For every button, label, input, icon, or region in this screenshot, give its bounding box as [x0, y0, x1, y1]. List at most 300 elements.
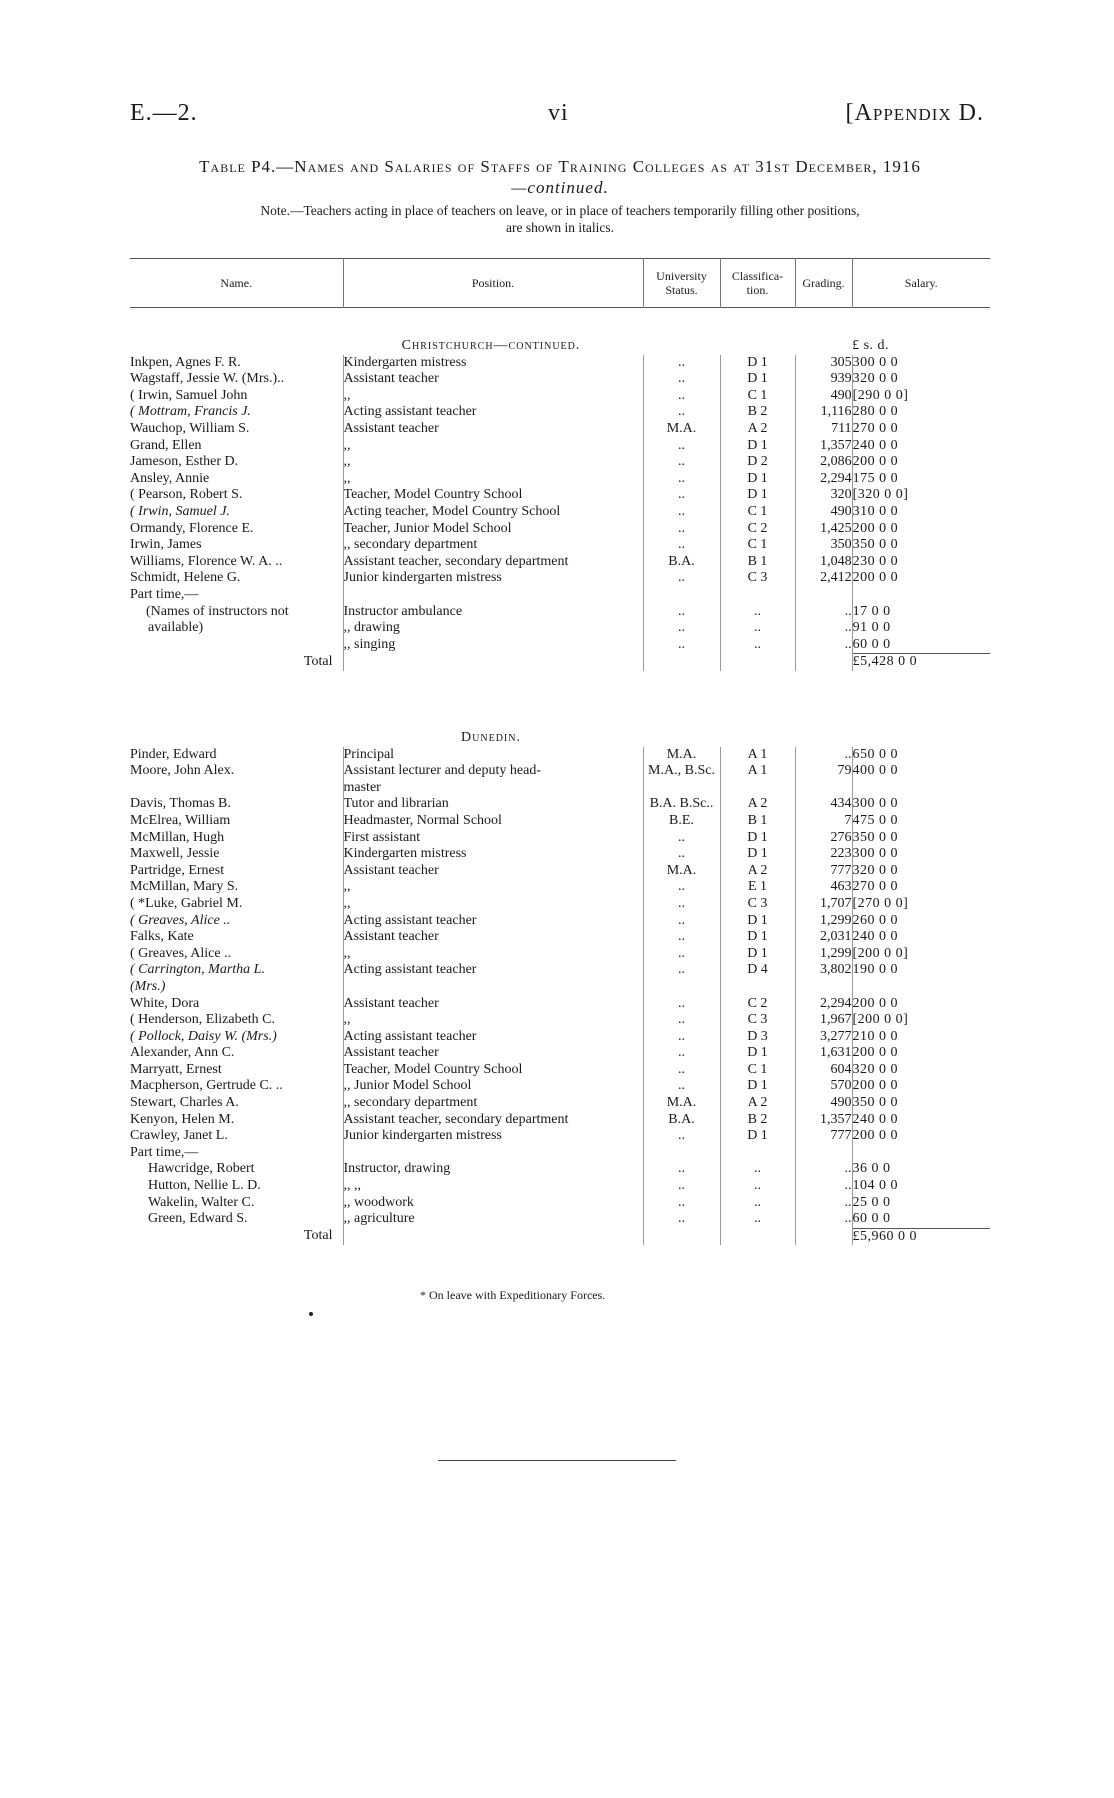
col-header-name: Name. [130, 259, 343, 308]
table-row [130, 1045, 990, 1062]
staff-name: Ormandy, Florence E. [130, 520, 254, 536]
staff-name: Maxwell, Jessie [130, 846, 220, 862]
table-row [130, 570, 990, 587]
staff-university-status: B.E. [643, 813, 720, 830]
staff-university-status: .. [643, 996, 720, 1013]
staff-position: Assistant lecturer and deputy head- [343, 763, 643, 780]
staff-university-status: .. [643, 1128, 720, 1145]
staff-salary: 210 0 0 [852, 1029, 990, 1046]
total-row [130, 1228, 990, 1245]
staff-classification: D 1 [720, 471, 795, 488]
part-time-grading: .. [795, 1178, 852, 1195]
part-time-salary: 60 0 0 [852, 637, 990, 654]
staff-classification: D 1 [720, 438, 795, 455]
part-time-position: ,, woodwork [343, 1195, 643, 1212]
staff-salary: 200 0 0 [852, 570, 990, 587]
table-row [130, 421, 990, 438]
empty-cell [852, 1145, 990, 1162]
empty-cell [643, 587, 720, 604]
staff-university-status: .. [643, 830, 720, 847]
part-time-label: Part time,— [130, 586, 199, 602]
staff-position: Tutor and librarian [343, 796, 643, 813]
staff-university-status: .. [643, 1062, 720, 1079]
table-row [130, 1029, 990, 1046]
note-line2: are shown in italics. [506, 220, 614, 235]
staff-university-status: .. [643, 846, 720, 863]
staff-name: McElrea, William [130, 812, 231, 828]
staff-university-status: .. [643, 1045, 720, 1062]
staff-position: Acting assistant teacher [343, 404, 643, 421]
part-time-salary: 104 0 0 [852, 1178, 990, 1195]
staff-university-status: .. [643, 404, 720, 421]
staff-name: ( Greaves, Alice .. [130, 945, 232, 961]
part-time-grading: .. [795, 637, 852, 654]
staff-name: Alexander, Ann C. [130, 1045, 235, 1061]
part-time-salary: 36 0 0 [852, 1161, 990, 1178]
staff-university-status: M.A. [643, 1095, 720, 1112]
table-row [130, 913, 990, 930]
staff-classification: C 1 [720, 388, 795, 405]
staff-classification: C 1 [720, 537, 795, 554]
staff-classification: B 2 [720, 1112, 795, 1129]
staff-grading: 463 [795, 879, 852, 896]
staff-salary: 350 0 0 [852, 1095, 990, 1112]
staff-grading: 490 [795, 504, 852, 521]
part-time-row [130, 620, 990, 637]
staff-position: Kindergarten mistress [343, 355, 643, 372]
total-salary: £5,428 0 0 [852, 654, 990, 671]
staff-university-status: .. [643, 1029, 720, 1046]
staff-name: White, Dora [130, 995, 200, 1011]
staff-university-status: M.A. [643, 747, 720, 764]
staff-salary: 240 0 0 [852, 929, 990, 946]
staff-salary: 240 0 0 [852, 438, 990, 455]
part-time-classification: .. [720, 1161, 795, 1178]
part-time-classification: .. [720, 637, 795, 654]
part-time-grading: .. [795, 620, 852, 637]
staff-grading: 2,294 [795, 996, 852, 1013]
staff-position: Assistant teacher [343, 371, 643, 388]
part-time-university-status: .. [643, 1211, 720, 1228]
table-row [130, 813, 990, 830]
staff-position: Assistant teacher [343, 996, 643, 1013]
table-row [130, 979, 990, 996]
staff-university-status: .. [643, 962, 720, 979]
staff-salary: [270 0 0] [852, 896, 990, 913]
staff-classification: A 2 [720, 421, 795, 438]
staff-grading [795, 979, 852, 996]
staff-salary: 280 0 0 [852, 404, 990, 421]
table-row [130, 763, 990, 780]
staff-position: Assistant teacher, secondary department [343, 554, 643, 571]
part-time-row [130, 604, 990, 621]
staff-university-status: .. [643, 355, 720, 372]
staff-salary: 320 0 0 [852, 371, 990, 388]
table-title-line1: Table P4.—Names and Salaries of Staffs of Training Colleges as at 31st December, 1916 [199, 157, 921, 176]
part-time-grading: .. [795, 1211, 852, 1228]
staff-position: Headmaster, Normal School [343, 813, 643, 830]
staff-position: Teacher, Model Country School [343, 1062, 643, 1079]
table-row [130, 929, 990, 946]
staff-position: ,, secondary department [343, 1095, 643, 1112]
col-header-grading: Grading. [795, 259, 852, 308]
staff-salary: 200 0 0 [852, 1078, 990, 1095]
staff-salary: 350 0 0 [852, 830, 990, 847]
part-time-grading: .. [795, 1161, 852, 1178]
col-header-university: University Status. [643, 259, 720, 308]
staff-position: ,, [343, 946, 643, 963]
staff-grading: 223 [795, 846, 852, 863]
staff-name: McMillan, Mary S. [130, 879, 239, 895]
staff-salary: [200 0 0] [852, 946, 990, 963]
total-label: Total [303, 653, 333, 669]
staff-classification: D 1 [720, 830, 795, 847]
table-row [130, 747, 990, 764]
staff-salary: 475 0 0 [852, 813, 990, 830]
staff-classification: D 1 [720, 1128, 795, 1145]
ink-dot [309, 1312, 313, 1316]
table-row [130, 355, 990, 372]
staff-name: Irwin, James [130, 537, 202, 553]
staff-salary: 175 0 0 [852, 471, 990, 488]
staff-name: ( Henderson, Elizabeth C. [130, 1012, 276, 1028]
staff-university-status [643, 979, 720, 996]
staff-salary: 200 0 0 [852, 996, 990, 1013]
footnote: * On leave with Expeditionary Forces. [420, 1288, 606, 1302]
staff-salary: 650 0 0 [852, 747, 990, 764]
part-time-position: ,, ,, [343, 1178, 643, 1195]
staff-salary: 200 0 0 [852, 454, 990, 471]
table-row [130, 863, 990, 880]
staff-name: Pinder, Edward [130, 746, 217, 762]
column-headers [130, 258, 990, 308]
staff-classification: A 2 [720, 796, 795, 813]
staff-university-status: .. [643, 454, 720, 471]
staff-position: Junior kindergarten mistress [343, 1128, 643, 1145]
part-time-label-row [130, 1145, 990, 1162]
staff-position: Teacher, Junior Model School [343, 521, 643, 538]
staff-name: Macpherson, Gertrude C. .. [130, 1078, 283, 1094]
staff-salary: 200 0 0 [852, 1045, 990, 1062]
staff-name: ( Greaves, Alice .. [130, 912, 231, 928]
staff-position: Teacher, Model Country School [343, 487, 643, 504]
staff-grading: 711 [795, 421, 852, 438]
part-time-position: ,, drawing [343, 620, 643, 637]
staff-name: Williams, Florence W. A. .. [130, 553, 283, 569]
staff-position: ,, secondary department [343, 537, 643, 554]
staff-name: Wagstaff, Jessie W. (Mrs.).. [130, 371, 285, 387]
staff-position: ,, [343, 388, 643, 405]
empty-cell [643, 1145, 720, 1162]
staff-position: Acting teacher, Model Country School [343, 504, 643, 521]
part-time-salary: 17 0 0 [852, 604, 990, 621]
staff-university-status: .. [643, 504, 720, 521]
staff-grading: 777 [795, 863, 852, 880]
staff-grading: 305 [795, 355, 852, 372]
staff-position: ,, [343, 896, 643, 913]
table-row [130, 796, 990, 813]
table-row [130, 1062, 990, 1079]
staff-grading: 1,116 [795, 404, 852, 421]
staff-salary: [290 0 0] [852, 388, 990, 405]
staff-position: ,, [343, 454, 643, 471]
page-header-left: E.—2. [130, 100, 198, 126]
staff-grading: 1,707 [795, 896, 852, 913]
staff-classification: D 4 [720, 962, 795, 979]
staff-university-status: M.A., B.Sc. [643, 763, 720, 780]
section-header-row [130, 730, 990, 747]
staff-name: Wauchop, William S. [130, 420, 250, 436]
part-time-position: ,, singing [343, 637, 643, 654]
staff-classification: D 1 [720, 929, 795, 946]
staff-name: ( Pearson, Robert S. [130, 487, 243, 503]
table-row [130, 438, 990, 455]
staff-grading: 350 [795, 537, 852, 554]
table-note [110, 202, 1010, 236]
col-header-classification: Classifica- tion. [720, 259, 795, 308]
staff-classification: E 1 [720, 879, 795, 896]
part-time-name: Hawcridge, Robert [148, 1161, 255, 1177]
table-row [130, 780, 990, 797]
part-time-row [130, 1211, 990, 1228]
staff-salary: 300 0 0 [852, 355, 990, 372]
staff-salary: 230 0 0 [852, 554, 990, 571]
staff-grading: 1,357 [795, 438, 852, 455]
staff-classification: D 1 [720, 1045, 795, 1062]
staff-classification [720, 979, 795, 996]
table-row [130, 554, 990, 571]
staff-university-status: .. [643, 471, 720, 488]
staff-name: (Mrs.) [130, 978, 166, 994]
staff-classification: C 1 [720, 504, 795, 521]
table-row [130, 454, 990, 471]
staff-name: Marryatt, Ernest [130, 1061, 222, 1077]
staff-name: Schmidt, Helene G. [130, 570, 241, 586]
part-time-salary: 25 0 0 [852, 1195, 990, 1212]
total-salary: £5,960 0 0 [852, 1228, 990, 1245]
empty-cell [720, 587, 795, 604]
staff-classification: C 3 [720, 896, 795, 913]
total-row [130, 654, 990, 671]
staff-grading: 276 [795, 830, 852, 847]
staff-name: ( Pollock, Daisy W. (Mrs.) [130, 1028, 277, 1044]
table-row [130, 1012, 990, 1029]
staff-classification: A 1 [720, 747, 795, 764]
page-header-right: [Appendix D. [845, 100, 984, 126]
staff-classification: C 3 [720, 570, 795, 587]
part-time-classification: .. [720, 604, 795, 621]
part-time-grading: .. [795, 1195, 852, 1212]
staff-classification: B 2 [720, 404, 795, 421]
part-time-row [130, 1161, 990, 1178]
part-time-classification: .. [720, 620, 795, 637]
staff-grading: 1,299 [795, 946, 852, 963]
empty-cell [343, 587, 643, 604]
staff-salary: 240 0 0 [852, 1112, 990, 1129]
staff-salary: 300 0 0 [852, 846, 990, 863]
staff-university-status: .. [643, 896, 720, 913]
part-time-row [130, 1195, 990, 1212]
staff-salary: [200 0 0] [852, 1012, 990, 1029]
empty-cell [643, 1228, 720, 1245]
staff-position: First assistant [343, 830, 643, 847]
staff-position: Principal [343, 747, 643, 764]
empty-cell [795, 587, 852, 604]
part-time-position: Instructor, drawing [343, 1161, 643, 1178]
table-title-line2: —continued. [511, 178, 609, 197]
staff-name: ( Carrington, Martha L. [130, 962, 265, 978]
part-time-position: Instructor ambulance [343, 604, 643, 621]
staff-position: ,, [343, 879, 643, 896]
staff-position: master [343, 780, 643, 797]
part-time-name: available) [148, 620, 204, 636]
empty-cell [795, 654, 852, 671]
part-time-university-status: .. [643, 1161, 720, 1178]
table-row [130, 846, 990, 863]
staff-university-status: .. [643, 913, 720, 930]
staff-classification: D 2 [720, 454, 795, 471]
part-time-grading: .. [795, 604, 852, 621]
staff-classification: A 1 [720, 763, 795, 780]
staff-classification: A 2 [720, 1095, 795, 1112]
table-row [130, 487, 990, 504]
table-row [130, 504, 990, 521]
staff-classification: C 3 [720, 1012, 795, 1029]
staff-university-status: .. [643, 570, 720, 587]
staff-grading: 1,357 [795, 1112, 852, 1129]
part-time-label: Part time,— [130, 1144, 199, 1160]
staff-position: Assistant teacher [343, 421, 643, 438]
staff-classification: D 1 [720, 913, 795, 930]
staff-salary: 270 0 0 [852, 421, 990, 438]
staff-position: Acting assistant teacher [343, 913, 643, 930]
empty-cell [720, 1145, 795, 1162]
staff-name: ( Mottram, Francis J. [130, 404, 251, 420]
staff-salary: 320 0 0 [852, 1062, 990, 1079]
part-time-name: Wakelin, Walter C. [148, 1194, 255, 1210]
staff-salary: [320 0 0] [852, 487, 990, 504]
staff-name: Kenyon, Helen M. [130, 1111, 235, 1127]
staff-grading: 320 [795, 487, 852, 504]
staff-name: Ansley, Annie [130, 470, 210, 486]
staff-grading: 2,031 [795, 929, 852, 946]
table-row [130, 1112, 990, 1129]
empty-cell [852, 587, 990, 604]
staff-name [130, 780, 343, 797]
staff-classification: D 3 [720, 1029, 795, 1046]
staff-university-status: .. [643, 1078, 720, 1095]
part-time-row [130, 1178, 990, 1195]
staff-grading: 1,299 [795, 913, 852, 930]
staff-university-status: .. [643, 438, 720, 455]
staff-university-status: B.A. B.Sc.. [643, 796, 720, 813]
staff-position: Acting assistant teacher [343, 962, 643, 979]
table-row [130, 996, 990, 1013]
staff-position: Assistant teacher [343, 863, 643, 880]
staff-grading: 1,631 [795, 1045, 852, 1062]
part-time-position: ,, agriculture [343, 1211, 643, 1228]
staff-grading: 434 [795, 796, 852, 813]
staff-university-status: .. [643, 388, 720, 405]
part-time-row [130, 637, 990, 654]
staff-salary: 320 0 0 [852, 863, 990, 880]
dunedin-table [130, 730, 990, 1245]
staff-university-status: B.A. [643, 554, 720, 571]
staff-grading: 570 [795, 1078, 852, 1095]
table-row [130, 371, 990, 388]
page-number: vi [548, 100, 569, 126]
staff-classification [720, 780, 795, 797]
staff-classification: C 1 [720, 1062, 795, 1079]
staff-salary: 350 0 0 [852, 537, 990, 554]
empty-cell [343, 654, 643, 671]
part-time-name [130, 637, 343, 654]
table-row [130, 537, 990, 554]
staff-salary [852, 979, 990, 996]
part-time-salary: 91 0 0 [852, 620, 990, 637]
staff-position: Assistant teacher [343, 929, 643, 946]
page-rule [438, 1460, 676, 1461]
part-time-name: Hutton, Nellie L. D. [148, 1178, 261, 1194]
table-row [130, 471, 990, 488]
staff-university-status: B.A. [643, 1112, 720, 1129]
section-header-row [130, 338, 990, 355]
staff-university-status: .. [643, 879, 720, 896]
empty-cell [720, 1228, 795, 1245]
staff-classification: C 2 [720, 521, 795, 538]
table-row [130, 896, 990, 913]
part-time-name: (Names of instructors not [146, 603, 289, 619]
staff-name: Jameson, Esther D. [130, 454, 239, 470]
christchurch-table [130, 338, 990, 671]
staff-grading: 1,967 [795, 1012, 852, 1029]
staff-name: ( Irwin, Samuel John [130, 387, 248, 403]
staff-grading: 604 [795, 1062, 852, 1079]
section-title: Dunedin. [461, 730, 521, 745]
staff-grading: 777 [795, 1128, 852, 1145]
part-time-classification: .. [720, 1195, 795, 1212]
note-line1: Note.—Teachers acting in place of teachers on leave, or in place of teachers temporarily filling other positions, [260, 203, 860, 218]
part-time-university-status: .. [643, 604, 720, 621]
table-row [130, 1095, 990, 1112]
staff-position: ,, [343, 438, 643, 455]
staff-name: Stewart, Charles A. [130, 1095, 239, 1111]
staff-position: ,, Junior Model School [343, 1078, 643, 1095]
part-time-classification: .. [720, 1211, 795, 1228]
staff-salary: 260 0 0 [852, 913, 990, 930]
staff-name: Moore, John Alex. [130, 763, 235, 779]
part-time-label-row [130, 587, 990, 604]
staff-salary: 200 0 0 [852, 521, 990, 538]
staff-university-status [643, 780, 720, 797]
staff-position: Assistant teacher [343, 1045, 643, 1062]
staff-salary: 310 0 0 [852, 504, 990, 521]
part-time-salary: 60 0 0 [852, 1211, 990, 1228]
currency-header: £ s. d. [852, 338, 890, 353]
part-time-university-status: .. [643, 637, 720, 654]
table-row [130, 1128, 990, 1145]
table-row [130, 962, 990, 979]
staff-grading: 1,425 [795, 521, 852, 538]
empty-cell [643, 654, 720, 671]
staff-name: ( Irwin, Samuel J. [130, 503, 230, 519]
staff-grading: 490 [795, 388, 852, 405]
staff-salary: 270 0 0 [852, 879, 990, 896]
section-title: Christchurch—continued. [401, 338, 581, 353]
staff-university-status: .. [643, 371, 720, 388]
staff-classification: C 2 [720, 996, 795, 1013]
staff-grading: .. [795, 747, 852, 764]
